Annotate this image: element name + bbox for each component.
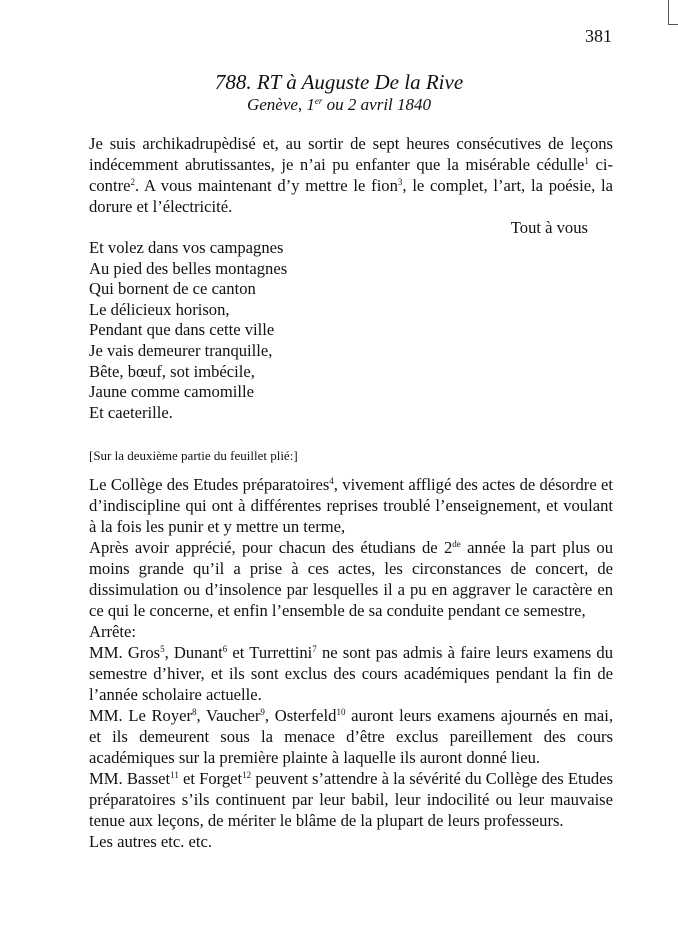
decree-paragraph-5 [89, 705, 613, 768]
verse-line: Jaune comme camomille [89, 382, 254, 402]
intro-text-2: ci-contre [89, 155, 613, 195]
decree-text: et Turrettini [227, 643, 313, 662]
verse-line: Et volez dans vos campagnes [89, 238, 284, 257]
verse-line: Je vais demeurer tranquille, [89, 340, 273, 360]
place-date-text-end: ou 2 avril 1840 [322, 95, 432, 114]
decree-text: , Osterfeld [264, 706, 337, 725]
decree-text: année la part plus ou moins grande qu’il a prise à ces actes, les circonstances de concert, de dissimulation ou d’insolence par lesquelles il a pu en aggraver le caractère en ce qui le concerne, et enfin l’ensemble de sa conduite pendant ce semestre, [89, 538, 613, 620]
page-number: 381 [585, 26, 612, 46]
letter-place-date [0, 94, 678, 116]
verse-line: Au pied des belles montagnes [89, 258, 288, 278]
footnote-ref-7: 7 [312, 644, 317, 654]
footnote-ref-8: 8 [192, 707, 197, 717]
decree-text: ne sont pas admis à faire leurs examens du semestre d’hiver, et ils sont exclus des cours académiques pendant la fin de l’année scholaire actuelle. [89, 643, 613, 704]
decree-paragraph-1 [89, 474, 613, 537]
footnote-ref-12: 12 [242, 770, 252, 780]
verse-line: Qui bornent de ce canton [89, 279, 256, 299]
intro-text-1: Je suis archikadrupèdisé et, au sortir de sept heures consécutives de leçons indécemment abrutissantes, je n’ai pu enfanter que la misérable cédulle [89, 134, 613, 174]
letter-title: 788. RT à Auguste De la Rive [214, 70, 464, 94]
letter-heading [0, 70, 678, 116]
decree-text: , Dunant [164, 643, 223, 662]
intro-section [89, 133, 613, 238]
editorial-note [89, 447, 613, 465]
footnote-ref-10: 10 [336, 707, 346, 717]
decree-paragraph-6 [89, 768, 613, 831]
intro-paragraph [89, 133, 613, 217]
decree-section [89, 474, 613, 852]
corner-tab [668, 0, 678, 25]
ordinal-sup: er [314, 96, 323, 106]
signoff: Tout à vous [510, 218, 588, 237]
decree-text: , vivement affligé des actes de désordre et d’indiscipline qui ont à différentes reprises troublé l’enseignement, et voulant à la fois les punir et y mettre un terme, [89, 475, 613, 536]
footnote-ref-4: 4 [329, 476, 334, 486]
editorial-note-text: [Sur la deuxième partie du feuillet plié:] [89, 448, 298, 463]
decree-text: Le Collège des Etudes préparatoires [89, 475, 330, 494]
decree-text: Après avoir apprécié, pour chacun des étudians de 2 [89, 538, 453, 557]
footnote-ref-2: 2 [130, 177, 135, 187]
verse-line: Bête, bœuf, sot imbécile, [89, 361, 255, 381]
intro-text-3: . A vous maintenant d’y mettre le fion [134, 176, 398, 195]
intro-text-4: , le complet, l’art, la poésie, la dorure et l’électricité. [89, 176, 613, 216]
decree-text: MM. Le Royer [89, 706, 193, 725]
verse [89, 238, 613, 423]
footnote-ref-11: 11 [170, 770, 179, 780]
footnote-ref-3: 3 [397, 177, 403, 187]
decree-text: MM. Basset [89, 769, 171, 788]
decree-paragraph-7: Les autres etc. etc. [89, 832, 213, 851]
verse-line: Le délicieux horison, [89, 299, 230, 319]
footnote-ref-1: 1 [584, 156, 589, 166]
decree-paragraph-3: Arrête: [89, 622, 136, 641]
decree-paragraph-4 [89, 642, 613, 705]
decree-text: et Forget [178, 769, 243, 788]
decree-text: auront leurs examens ajournés en mai, et ils demeurent sous la menace d’être exclus pareillement des cours académiques sur la première plainte à laquelle ils auront donné lieu. [89, 706, 613, 767]
place-date-text: Genève, 1 [246, 95, 315, 114]
decree-text: peuvent s’attendre à la sévérité du Collège des Etudes préparatoires s’ils continuent par leur babil, leur indocilité ou leur mauvaise tenue aux leçons, de mériter le blâme de la plupart de leurs professeurs. [89, 769, 613, 830]
ordinal-sup: de [452, 539, 461, 549]
decree-text: , Vaucher [196, 706, 261, 725]
verse-line: Et caeterille. [89, 402, 173, 422]
footnote-ref-9: 9 [260, 707, 265, 717]
decree-text: MM. Gros [89, 643, 161, 662]
footnote-ref-6: 6 [222, 644, 228, 654]
footnote-ref-5: 5 [160, 644, 165, 654]
verse-line: Pendant que dans cette ville [89, 320, 275, 340]
decree-paragraph-2 [89, 537, 613, 621]
